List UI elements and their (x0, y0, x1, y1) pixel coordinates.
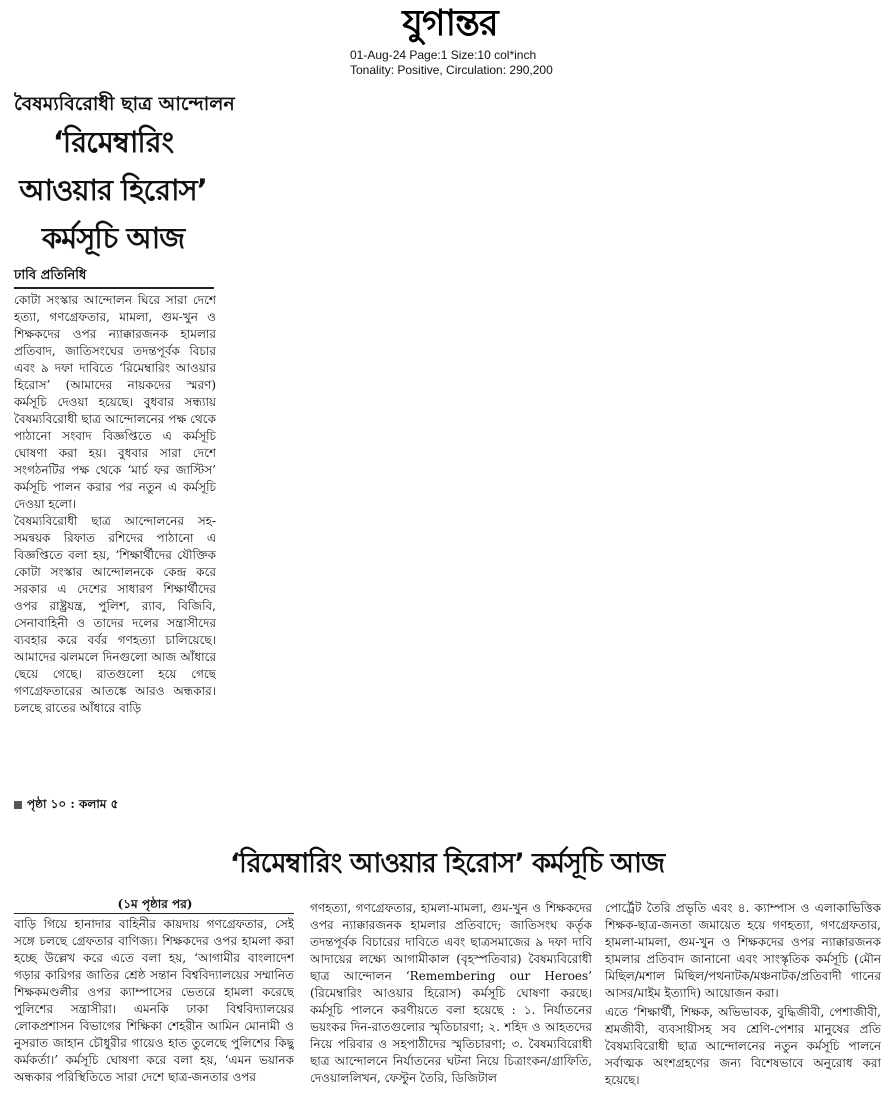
square-bullet-icon (14, 801, 22, 809)
byline-divider (14, 287, 214, 289)
article-headline: ‘রিমেম্বারিং আওয়ার হিরোস’ কর্মসূচি আজ (19, 125, 207, 255)
continuation-column-2 (310, 900, 592, 1114)
continued-divider (14, 913, 294, 914)
article-paragraph: কোটা সংস্কার আন্দোলন ঘিরে সারা দেশে হত্যা, গণগ্রেফতার, মামলা, গুম-খুন ও শিক্ষকদের ওপর ন্যাক্কারজনক হামলার প্রতিবাদ, জাতিসংঘের তদন্তপূর্বক বিচার এবং ৯ দফা দাবিতে ‘রিমেম্বারিং আওয়ার হিরোস’ (আমাদের নায়কদের স্মরণ) কর্মসূচি দেওয়া হয়েছে। বুধবার সন্ধ্যায় বৈষম্যবিরোধী ছাত্র আন্দোলনের পক্ষ থেকে পাঠানো সংবাদ বিজ্ঞপ্তিতে এ কর্মসূচি ঘোষণা করা হয়। বুধবার সারা দেশে সংগঠনটির পক্ষ থেকে ‘মার্চ ফর জাস্টিস’ কর্মসূচি পালন করার পর নতুন এ কর্মসূচি দেওয়া হলো। (14, 293, 216, 511)
newspaper-logo: যুগান্তর (402, 3, 498, 44)
clipping-meta-date: 01-Aug-24 Page:1 Size:10 col*inch (350, 48, 537, 62)
continued-from-label: (১ম পৃষ্ঠার পর) (117, 897, 193, 911)
article-paragraph: গণহত্যা, গণগ্রেফতার, হামলা-মামলা, গুম-খুন ও শিক্ষকদের ওপর ন্যাক্কারজনক হামলার প্রতিবাদে; জাতিসংঘ কর্তৃক তদন্তপূর্বক বিচারের দাবিতে এবং ছাত্রসমাজের ৯ দফা দাবি আদায়ের লক্ষ্যে আগামীকাল (বৃহস্পতিবার) বৈষম্যবিরোধী ছাত্র আন্দোলন ‘Remembering our Heroes’ (রিমেম্বারিং আওয়ার হিরোস) কর্মসূচি ঘোষণা করছে। কর্মসূচি পালনে করণীয়তে বলা হয়েছে : ১. নির্যাতনের ভয়ংকর দিন-রাতগুলোর স্মৃতিচারণা; ২. শহিদ ও আহতদের নিয়ে পরিবার ও সহপাঠীদের স্মৃতিচারণা; ৩. বৈষম্যবিরোধী ছাত্র আন্দোলনে নির্যাতনের ঘটনা নিয়ে চিত্রাংকন/গ্রাফিতি, দেওয়াললিখন, ফেস্টুন তৈরি, ডিজিটাল (310, 901, 592, 1085)
continuation-column-3 (605, 900, 881, 1114)
continuation-column-1 (14, 916, 294, 1114)
article-body-column (14, 292, 216, 790)
article-paragraph: বাড়ি গিয়ে হানাদার বাহিনীর কায়দায় গণগ্রেফতার, সেই সঙ্গে চলছে গ্রেফতার বাণিজ্য। শিক্ষকদের ওপর হামলা করা হচ্ছে উল্লেখ করে এতে বলা হয়, ‘আগামীর বাংলাদেশ গড়ার কারিগর জাতির শ্রেষ্ঠ সন্তান বিশ্ববিদ্যালয়ের সম্মানিত শিক্ষকমণ্ডলীর ওপর ক্যাম্পাসের ভেতরে হামলা করেছে পুলিশের সন্ত্রাসীরা। এমনকি ঢাকা বিশ্ববিদ্যালয়ের লোকপ্রশাসন বিভাগের শিক্ষিকা শেহরীন আমিন মোনামী ও নুসরাত জাহান চৌধুরীর গায়েও হাত তুলেছে পুলিশের কিছু কর্মকর্তা।’ কর্মসূচি ঘোষণা করে বলা হয়, ‘এমন ভয়ানক অন্ধকার পরিস্থিতিতে সারা দেশে ছাত্র-জনতার ওপর (14, 917, 294, 1084)
continuation-jump (14, 796, 118, 816)
article-paragraph: পোর্ট্রেট তৈরি প্রভৃতি এবং ৪. ক্যাম্পাস ও এলাকাভিত্তিক শিক্ষক-ছাত্র-জনতা জমায়েত হয়ে গণহত্যা, গণগ্রেফতার, হামলা-মামলা, গুম-খুন ও শিক্ষকদের ওপর ন্যাক্কারজনক হামলার প্রতিবাদ জানানো এবং সাংস্কৃতিক কর্মসূচি (মৌন মিছিল/মশাল মিছিল/পথনাটক/মঞ্চনাটক/প্রতিবাদী গানের আসর/মাইম ইত্যাদি) আয়োজন করা। (605, 901, 881, 1000)
article-byline: ঢাবি প্রতিনিধি (14, 268, 87, 283)
continuation-headline: ‘রিমেম্বারিং আওয়ার হিরোস’ কর্মসূচি আজ (229, 848, 665, 879)
article-paragraph: বৈষম্যবিরোধী ছাত্র আন্দোলনের সহ-সমন্বয়ক রিফাত রশিদের পাঠানো এ বিজ্ঞপ্তিতে বলা হয়, ‘শিক্ষার্থীদের যৌক্তিক কোটা সংস্কার আন্দোলনকে কেন্দ্র করে সরকার এ দেশের সাধারণ শিক্ষার্থীদের ওপর রাষ্ট্রযন্ত্র, পুলিশ, র‌্যাব, বিজিবি, সেনাবাহিনী ও তাদের দলের সন্ত্রাসীদের ব্যবহার করে বর্বর গণহত্যা চালিয়েছে। আমাদের ঝলমলে দিনগুলো আজ আঁধারে ছেয়ে গেছে। রাতগুলো হয়ে গেছে গণগ্রেফতারের আতঙ্কে আরও অন্ধকার। চলছে রাতের আঁধারে বাড়ি (14, 514, 216, 715)
clipping-meta-tonality: Tonality: Positive, Circulation: 290,200 (350, 63, 553, 77)
jump-text: পৃষ্ঠা ১০ : কলাম ৫ (27, 797, 119, 811)
article-kicker: বৈষম্যবিরোধী ছাত্র আন্দোলন (14, 93, 235, 115)
article-paragraph: এতে ‘শিক্ষার্থী, শিক্ষক, অভিভাবক, বুদ্ধিজীবী, পেশাজীবী, শ্রমজীবী, ব্যবসায়ীসহ সব শ্রেণি-পেশার মানুষের প্রতি বৈষম্যবিরোধী ছাত্র আন্দোলনের নতুন কর্মসূচি পালনে সর্বাত্মক অংশগ্রহণের জন্য বিশেষভাবে অনুরোধ করা হয়েছে। (605, 1005, 881, 1087)
